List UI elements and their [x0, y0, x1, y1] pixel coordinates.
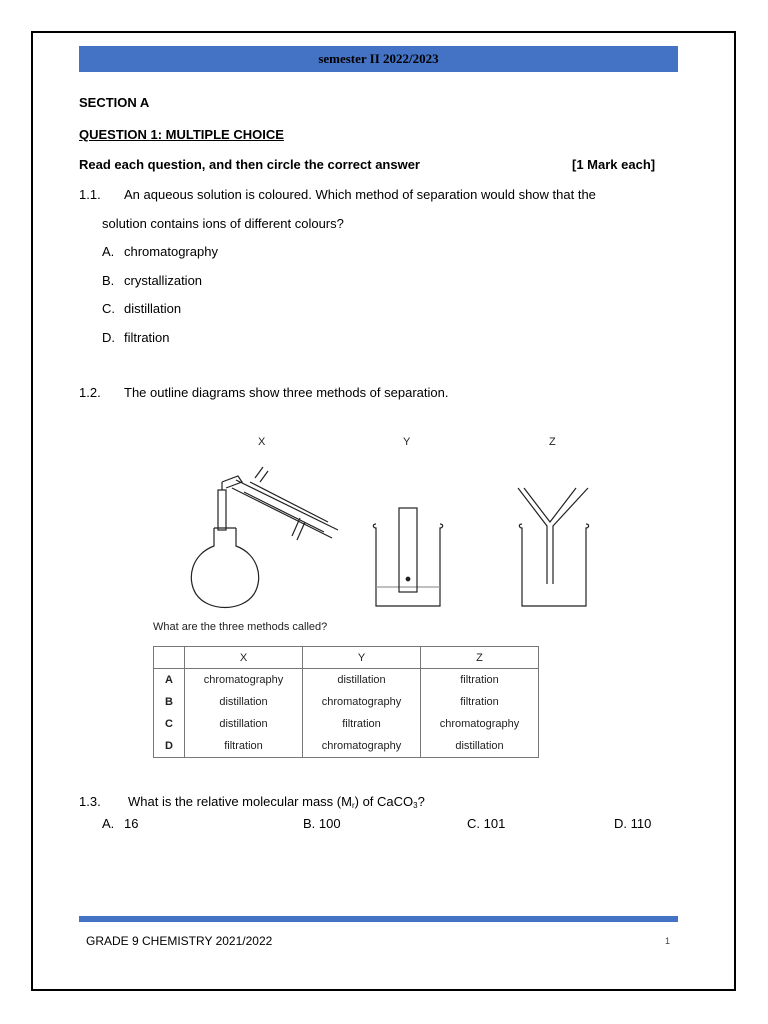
section-title: SECTION A: [79, 95, 150, 110]
footer-text: GRADE 9 CHEMISTRY 2021/2022: [86, 934, 273, 948]
header-title: semester II 2022/2023: [318, 51, 439, 66]
table-cell: A: [154, 669, 185, 692]
q3-number: 1.3.: [79, 794, 101, 809]
table-cell: distillation: [421, 735, 539, 758]
table-cell: chromatography: [185, 669, 303, 692]
q3-option-a-value[interactable]: 16: [124, 816, 139, 831]
q1-text-line2: solution contains ions of different colours?: [102, 216, 344, 231]
question-heading: QUESTION 1: MULTIPLE CHOICE: [79, 127, 284, 142]
q3-text-before: What is the relative molecular mass (M: [128, 794, 352, 809]
table-row[interactable]: [154, 691, 539, 713]
table-row[interactable]: [154, 669, 539, 692]
q2-text: The outline diagrams show three methods of separation.: [124, 385, 449, 400]
diagram-label-x: X: [258, 436, 266, 448]
table-header-cell: Y: [303, 647, 421, 669]
table-cell: chromatography: [421, 713, 539, 735]
diagram-label-y: Y: [403, 436, 411, 448]
q3-subscript-3: 3: [413, 801, 418, 810]
q3-text-after: ?: [417, 794, 425, 809]
table-cell: C: [154, 713, 185, 735]
q3-option-letter[interactable]: A.: [102, 816, 115, 831]
footer-bar: [79, 916, 678, 922]
table-cell: distillation: [185, 691, 303, 713]
q3-text: [128, 794, 425, 814]
marks-label: [1 Mark each]: [572, 157, 656, 172]
q3-option-d[interactable]: D. 110: [614, 816, 652, 831]
table-header-row: [154, 647, 539, 669]
q3-subscript-r: r: [351, 801, 355, 810]
q1-option-text[interactable]: distillation: [124, 301, 182, 316]
q1-text-line1: An aqueous solution is coloured. Which method of separation would show that the: [124, 187, 596, 202]
table-header-cell: Z: [421, 647, 539, 669]
q3-text-middle: ) of CaCO: [354, 794, 414, 809]
diagram-label-z: Z: [549, 436, 556, 448]
q1-option-text[interactable]: filtration: [124, 330, 170, 345]
table-cell: B: [154, 691, 185, 713]
table-cell: chromatography: [303, 735, 421, 758]
table-header-cell: X: [185, 647, 303, 669]
table-row[interactable]: [154, 735, 539, 758]
header-bar: [79, 46, 678, 72]
table-header-cell: [154, 647, 185, 669]
q1-number: 1.1.: [79, 187, 101, 202]
table-cell: filtration: [185, 735, 303, 758]
q3-option-c[interactable]: C. 101: [467, 816, 506, 831]
distillation-apparatus: [191, 467, 338, 608]
q1-option-letter[interactable]: A.: [102, 244, 115, 259]
filtration-apparatus: [518, 488, 589, 606]
q1-option-text[interactable]: chromatography: [124, 244, 218, 259]
chromatography-apparatus: [373, 508, 442, 606]
q1-option-letter[interactable]: B.: [102, 273, 115, 288]
q2-number: 1.2.: [79, 385, 101, 400]
table-cell: distillation: [185, 713, 303, 735]
q1-option-letter[interactable]: D.: [102, 330, 115, 345]
table-cell: filtration: [421, 669, 539, 692]
table-caption: What are the three methods called?: [153, 621, 328, 633]
table-cell: filtration: [303, 713, 421, 735]
q1-option-text[interactable]: crystallization: [124, 273, 203, 288]
page-number: 1: [665, 936, 671, 946]
table-row[interactable]: [154, 713, 539, 735]
table-cell: distillation: [303, 669, 421, 692]
instruction: Read each question, and then circle the correct answer: [79, 157, 420, 172]
table-cell: chromatography: [303, 691, 421, 713]
q1-option-letter[interactable]: C.: [102, 301, 115, 316]
q3-option-b[interactable]: B. 100: [303, 816, 341, 831]
separation-diagram: [180, 460, 600, 610]
table-cell: filtration: [421, 691, 539, 713]
methods-table: [153, 646, 539, 758]
table-cell: D: [154, 735, 185, 758]
